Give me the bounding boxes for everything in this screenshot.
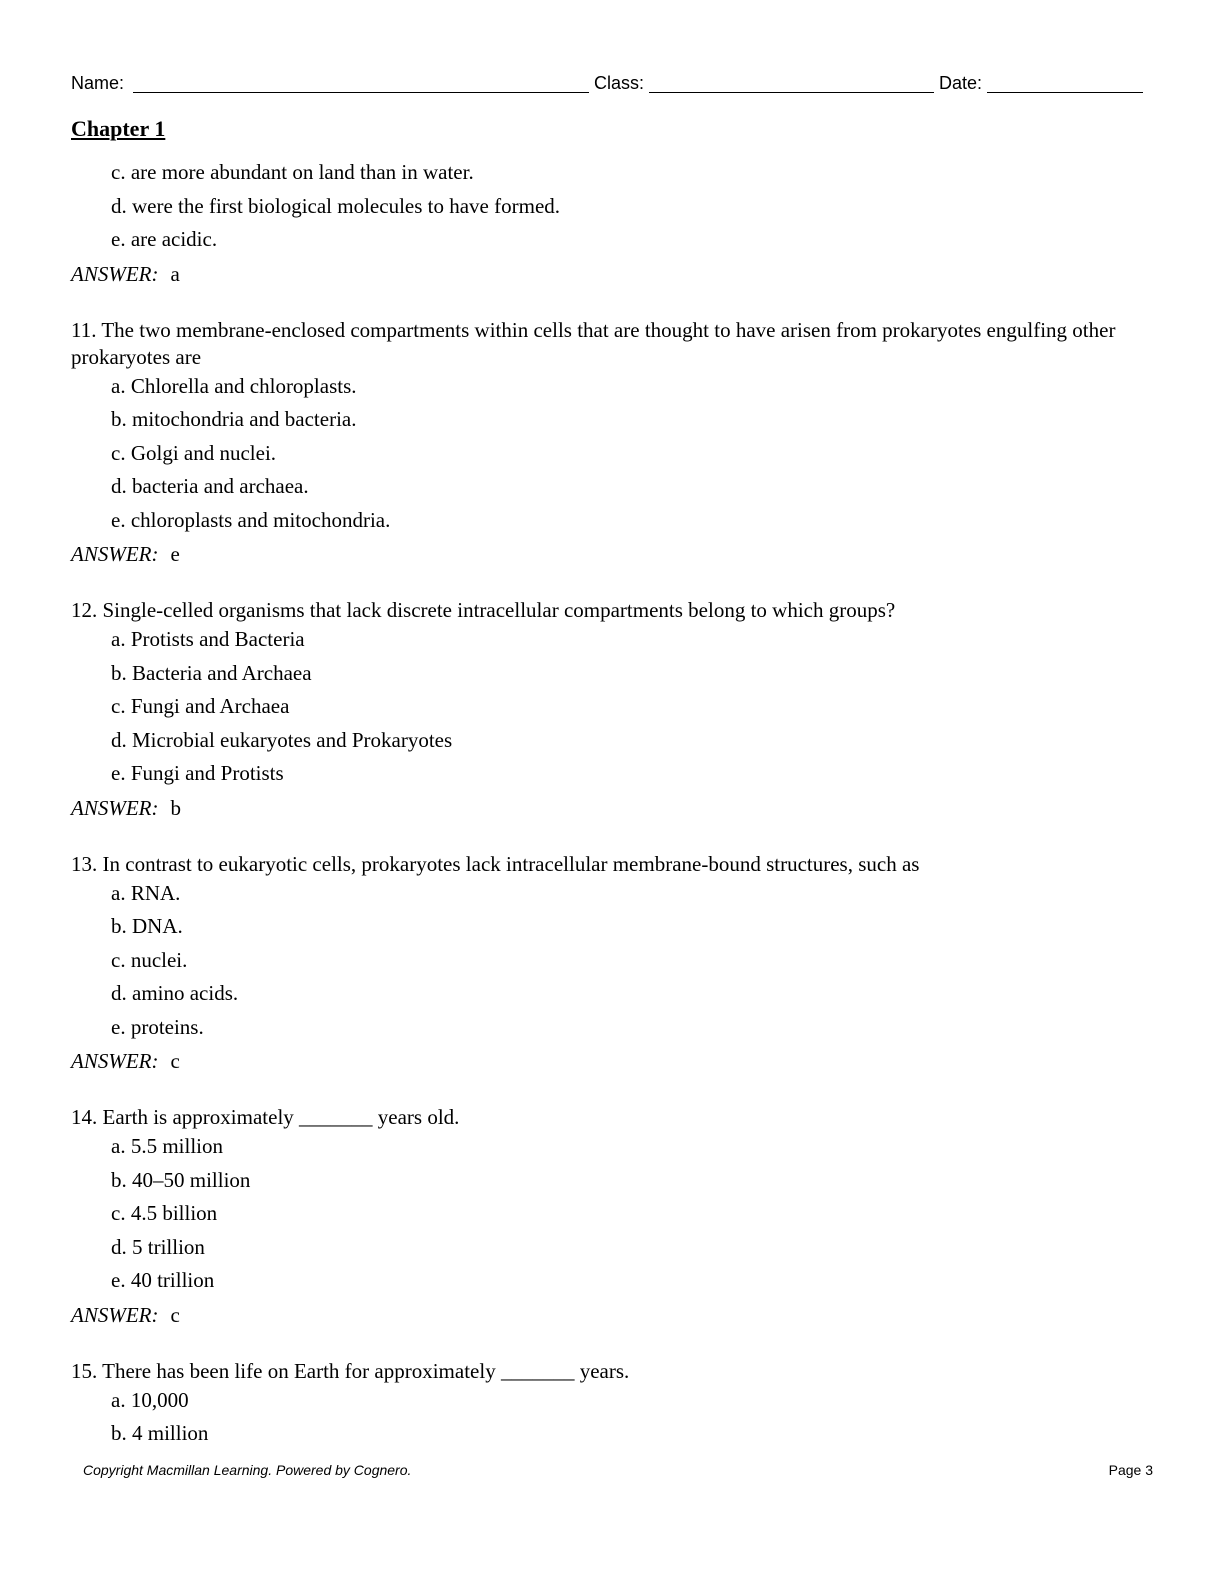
class-label: Class: [594, 73, 645, 93]
choice-10-d: d. were the first biological molecules to have formed. [111, 193, 561, 218]
choice-a: a. Chlorella and chloroplasts. [111, 373, 357, 398]
choice-b: b. 4 million [111, 1421, 209, 1445]
choice-d: d. amino acids. [111, 981, 239, 1005]
answer-14 [71, 1302, 1151, 1328]
question-stem: 14. Earth is approximately _______ years old. [71, 1105, 460, 1129]
answer-value: b [170, 795, 181, 820]
choice-e: e. proteins. [111, 1014, 204, 1039]
choice-c: c. Golgi and nuclei. [111, 440, 277, 465]
question-15 [71, 1358, 1151, 1455]
question-13 [71, 851, 1151, 1075]
choice-c: c. 4.5 billion [111, 1201, 218, 1225]
answer-label: ANSWER: [71, 795, 159, 820]
answer-12 [71, 795, 1151, 821]
question-stem: 11. The two membrane-enclosed compartments within cells that are thought to have arisen from prokaryotes engulfing other prokaryotes are [71, 317, 1116, 369]
date-label: Date: [939, 73, 983, 93]
choice-a: a. Protists and Bacteria [111, 627, 305, 651]
choice-c: c. Fungi and Archaea [111, 694, 290, 718]
answer-11 [71, 541, 1151, 567]
choice-10-e: e. are acidic. [111, 227, 218, 251]
name-blank-line [133, 92, 589, 93]
choice-10-c: c. are more abundant on land than in water. [111, 160, 474, 184]
question-stem: 15. There has been life on Earth for approximately _______ years. [71, 1358, 630, 1383]
choice-a: a. 10,000 [111, 1387, 189, 1412]
answer-value: e [170, 542, 180, 566]
page-footer [83, 1460, 1153, 1480]
choice-b: b. Bacteria and Archaea [111, 660, 312, 685]
choice-c: c. nuclei. [111, 947, 188, 972]
question-10-continued [71, 160, 1151, 287]
answer-value: a [170, 261, 180, 286]
question-list [71, 160, 1151, 1455]
answer-label: ANSWER: [71, 542, 159, 566]
choice-a: a. 5.5 million [111, 1134, 223, 1158]
answer-value: c [170, 1049, 180, 1073]
choice-e: e. Fungi and Protists [111, 761, 284, 785]
choice-a: a. RNA. [111, 880, 181, 905]
choice-b: b. mitochondria and bacteria. [111, 407, 357, 431]
class-blank-line [649, 92, 934, 93]
question-stem: 12. Single-celled organisms that lack discrete intracellular compartments belong to which groups? [71, 598, 896, 622]
question-12 [71, 597, 1151, 821]
choice-b: b. 40–50 million [111, 1167, 251, 1192]
choice-b: b. DNA. [111, 914, 183, 938]
name-label: Name: [71, 73, 125, 93]
answer-value: c [170, 1302, 180, 1327]
answer-label: ANSWER: [71, 1049, 159, 1073]
page-number: Page 3 [1108, 1462, 1153, 1478]
choice-d: d. bacteria and archaea. [111, 474, 309, 498]
copyright-text: Copyright Macmillan Learning. Powered by Cognero. [83, 1462, 412, 1478]
question-14 [71, 1104, 1151, 1328]
choice-d: d. Microbial eukaryotes and Prokaryotes [111, 727, 453, 752]
answer-10 [71, 261, 1151, 287]
date-blank-line [987, 92, 1143, 93]
answer-13 [71, 1048, 1151, 1074]
question-stem: 13. In contrast to eukaryotic cells, prokaryotes lack intracellular membrane-bound structures, such as [71, 851, 920, 876]
chapter-title: Chapter 1 [71, 116, 166, 141]
answer-label: ANSWER: [71, 1302, 159, 1327]
choice-e: e. 40 trillion [111, 1268, 215, 1292]
choice-e: e. chloroplasts and mitochondria. [111, 507, 391, 532]
answer-label: ANSWER: [71, 261, 159, 286]
header-fields [71, 70, 1143, 96]
choice-d: d. 5 trillion [111, 1234, 205, 1259]
question-11 [71, 317, 1151, 568]
